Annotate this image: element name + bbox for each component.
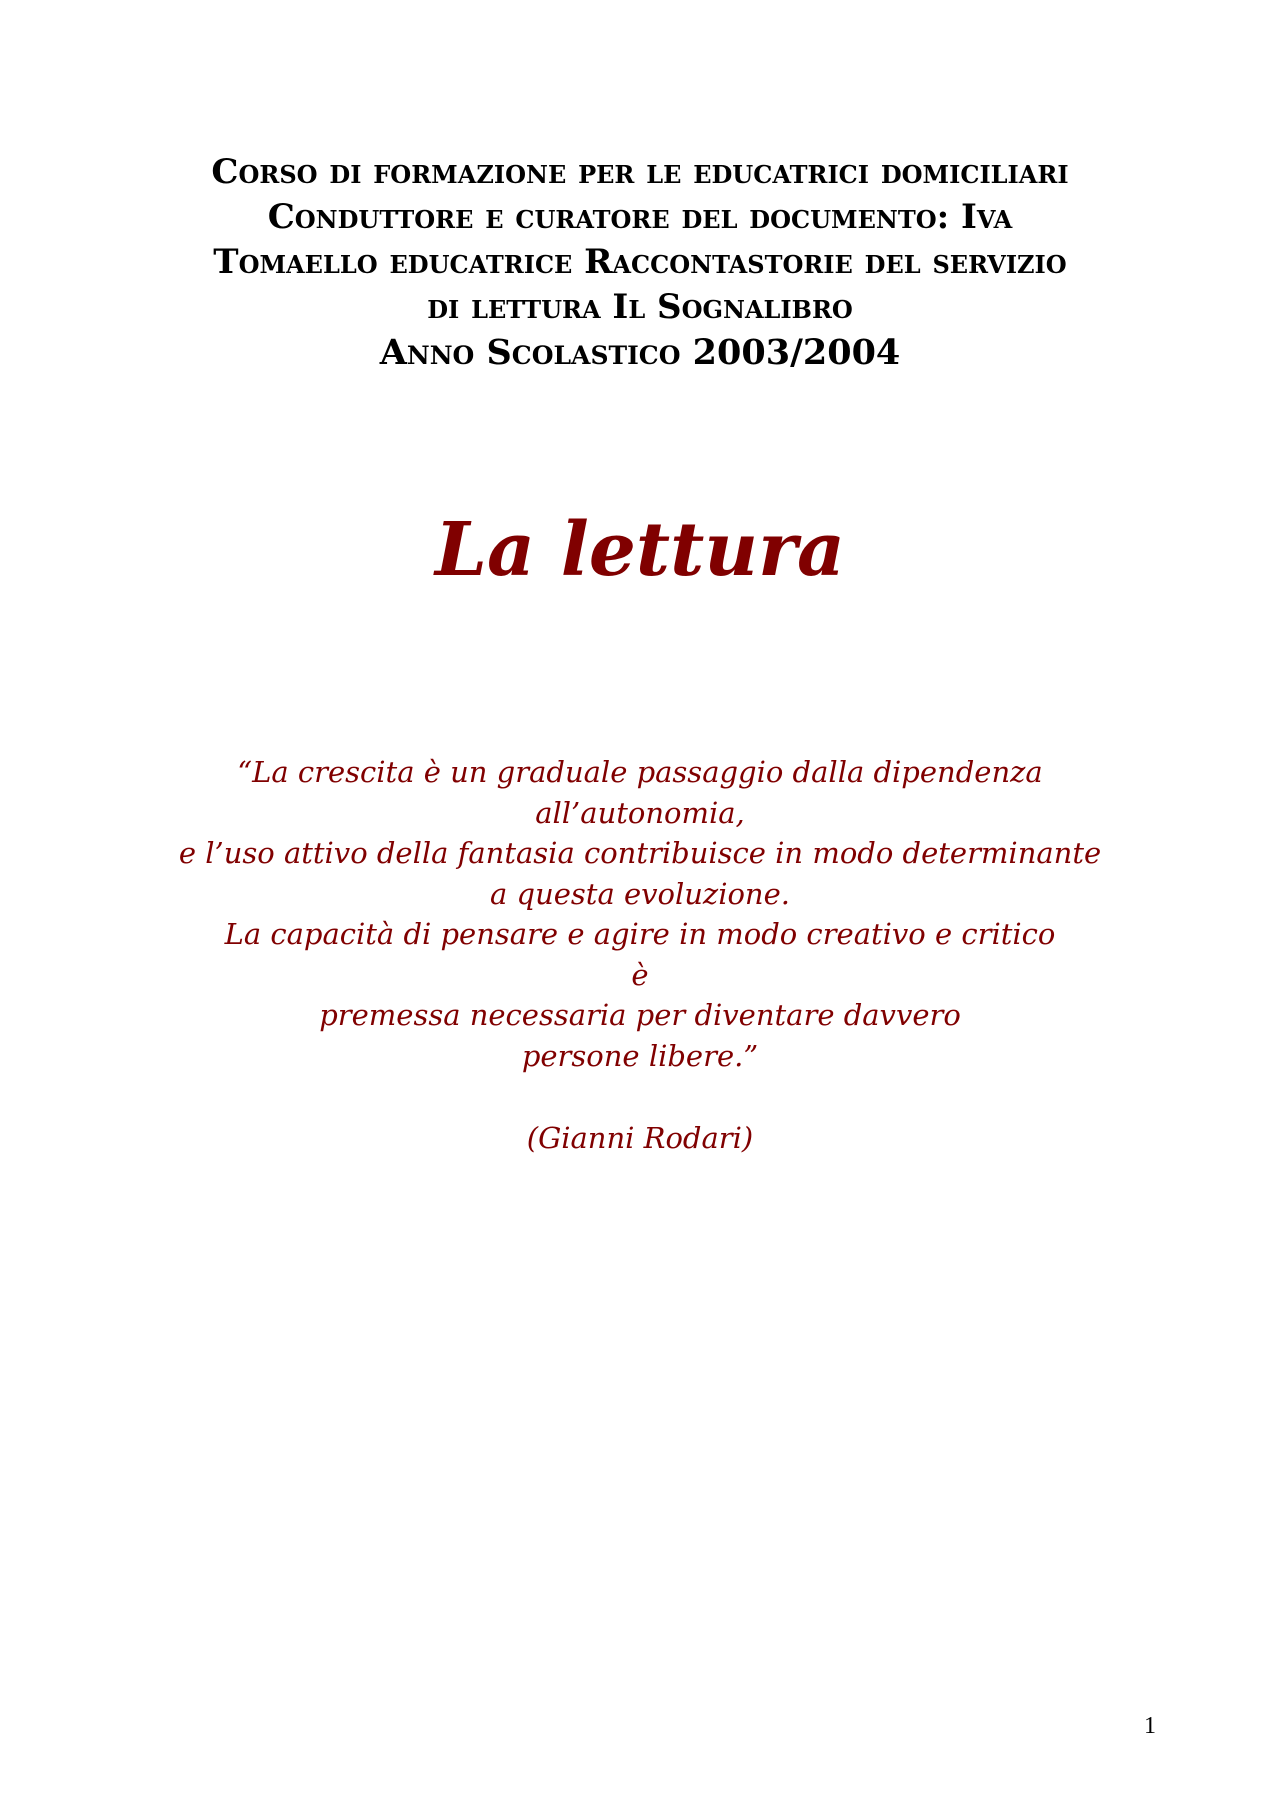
document-header	[0, 150, 1280, 375]
quote-line: e l’uso attivo della fantasia contribuisce in modo determinante	[178, 836, 1102, 870]
quote-line: premessa necessaria per diventare davvero	[319, 998, 961, 1032]
page-number: 1	[1144, 1713, 1156, 1739]
quote-author: (Gianni Rodari)	[526, 1121, 754, 1155]
header-school-year-line: Anno Scolastico 2003/2004	[379, 332, 901, 373]
quote-line: “La crescita è un graduale passaggio dalla dipendenza	[237, 755, 1043, 789]
header-service-line: di lettura Il Sognalibro	[427, 287, 853, 327]
header-author-line: Conduttore e curatore del documento: Iva	[267, 197, 1013, 237]
quote-line: persone libere.”	[521, 1038, 759, 1073]
header-course-line: Corso di formazione per le educatrici domiciliari	[211, 152, 1069, 192]
quote-block	[0, 752, 1280, 1076]
header-role-line: Tomaello educatrice Raccontastorie del servizio	[213, 242, 1067, 282]
quote-line: a questa evoluzione.	[490, 876, 790, 911]
quote-line: La capacità di pensare e agire in modo creativo e critico	[224, 917, 1056, 951]
quote-line: all’autonomia,	[535, 795, 745, 830]
document-title: La lettura	[434, 507, 846, 593]
quote-line: è	[631, 957, 649, 992]
